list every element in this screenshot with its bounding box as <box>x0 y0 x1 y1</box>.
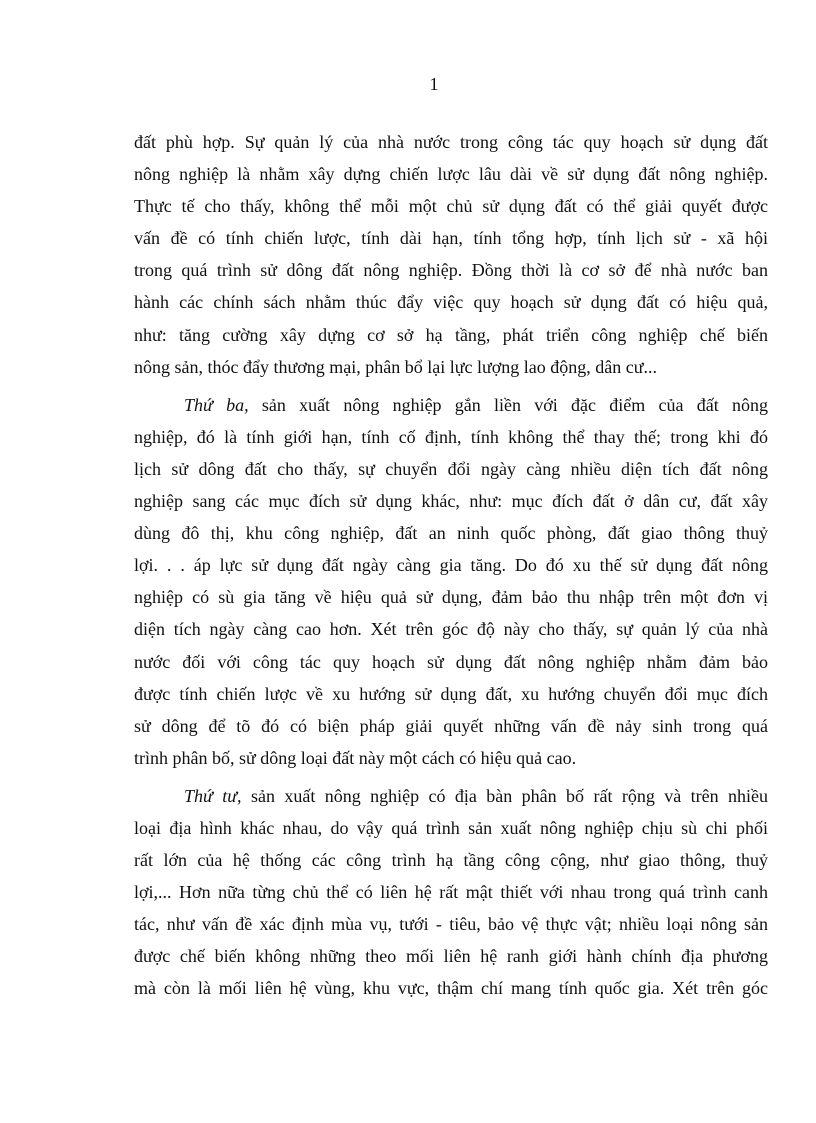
text-line: nông nghiệp là nhằm xây dựng chiến lược lâu dài về sử dụng đất nông nghiệp. <box>134 164 768 185</box>
text-line: lịch sử dông đất cho thấy, sự chuyển đổi ngày càng nhiều diện tích đất nông <box>134 458 768 479</box>
text-line-first <box>134 780 768 812</box>
text-line: được tính chiến lược về xu hướng sử dụng đất, xu hướng chuyển đổi mục đích <box>134 683 768 704</box>
text-line-first <box>134 389 768 421</box>
text-line: hành các chính sách nhằm thúc đẩy việc quy hoạch sử dụng đất có hiệu quả, <box>134 292 768 313</box>
text-line-rest: sản xuất nông nghiệp gắn liền với đặc điểm của đất nông <box>248 394 768 415</box>
paragraph-3 <box>134 780 768 1005</box>
paragraph-lead: Thứ ba, <box>184 394 249 415</box>
text-line: nghiệp sang các mục đích sử dụng khác, như: mục đích đất ở dân cư, đất xây <box>134 491 768 512</box>
text-line: được chế biến không những theo mối liên hệ ranh giới hành chính địa phương <box>134 946 768 967</box>
text-line: trình phân bố, sử dông loại đất này một cách có hiệu quả cao. <box>134 747 577 768</box>
paragraph-1 <box>134 126 768 383</box>
text-line: lợi. . . áp lực sử dụng đất ngày càng gia tăng. Do đó xu thế sử dụng đất nông <box>134 555 768 576</box>
text-line: nghiệp có sù gia tăng về hiệu quả sử dụng, đảm bảo thu nhập trên một đơn vị <box>134 587 768 608</box>
text-line: nước đối với công tác quy hoạch sử dụng đất nông nghiệp nhằm đảm bảo <box>134 651 768 672</box>
text-line: tác, như vấn đề xác định mùa vụ, tưới - tiêu, bảo vệ thực vật; nhiều loại nông sản <box>134 914 768 935</box>
paragraph-2 <box>134 389 768 774</box>
text-line: rất lớn của hệ thống các công trình hạ tầng công cộng, như giao thông, thuỷ <box>134 850 768 871</box>
text-line: loại địa hình khác nhau, do vậy quá trình sản xuất nông nghiệp chịu sù chi phối <box>134 817 768 838</box>
text-line: mà còn là mối liên hệ vùng, khu vực, thậm chí mang tính quốc gia. Xét trên góc <box>134 978 768 999</box>
text-line: sử dông để tõ đó có biện pháp giải quyết những vấn đề nảy sinh trong quá <box>134 715 768 736</box>
text-line: nông sản, thóc đẩy thương mại, phân bổ lại lực lượng lao động, dân cư... <box>134 356 657 377</box>
text-line-rest: sản xuất nông nghiệp có địa bàn phân bố rất rộng và trên nhiều <box>241 785 768 806</box>
text-line: nghiệp, đó là tính giới hạn, tính cố định, tính không thể thay thế; trong khi đó <box>134 426 768 447</box>
paragraph-lead: Thứ tư, <box>184 785 242 806</box>
text-line: dùng đô thị, khu công nghiệp, đất an ninh quốc phòng, đất giao thông thuỷ <box>134 523 768 544</box>
text-line: đất phù hợp. Sự quản lý của nhà nước trong công tác quy hoạch sử dụng đất <box>134 132 768 152</box>
text-line: Thực tế cho thấy, không thể mỗi một chủ sử dụng đất có thể giải quyết được <box>134 196 768 217</box>
text-line: vấn đề có tính chiến lược, tính dài hạn, tính tổng hợp, tính lịch sử - xã hội <box>134 228 768 249</box>
text-line: trong quá trình sử dông đất nông nghiệp. Đồng thời là cơ sở để nhà nước ban <box>134 260 768 281</box>
text-line: như: tăng cường xây dựng cơ sở hạ tầng, phát triển công nghiệp chế biến <box>134 324 768 345</box>
page-number: 1 <box>429 74 439 94</box>
text-line: diện tích ngày càng cao hơn. Xét trên góc độ này cho thấy, sự quản lý của nhà <box>134 619 768 640</box>
text-line: lợi,... Hơn nữa từng chủ thể có liên hệ rất mật thiết với nhau trong quá trình canh <box>134 882 768 903</box>
document-body <box>134 126 768 1005</box>
